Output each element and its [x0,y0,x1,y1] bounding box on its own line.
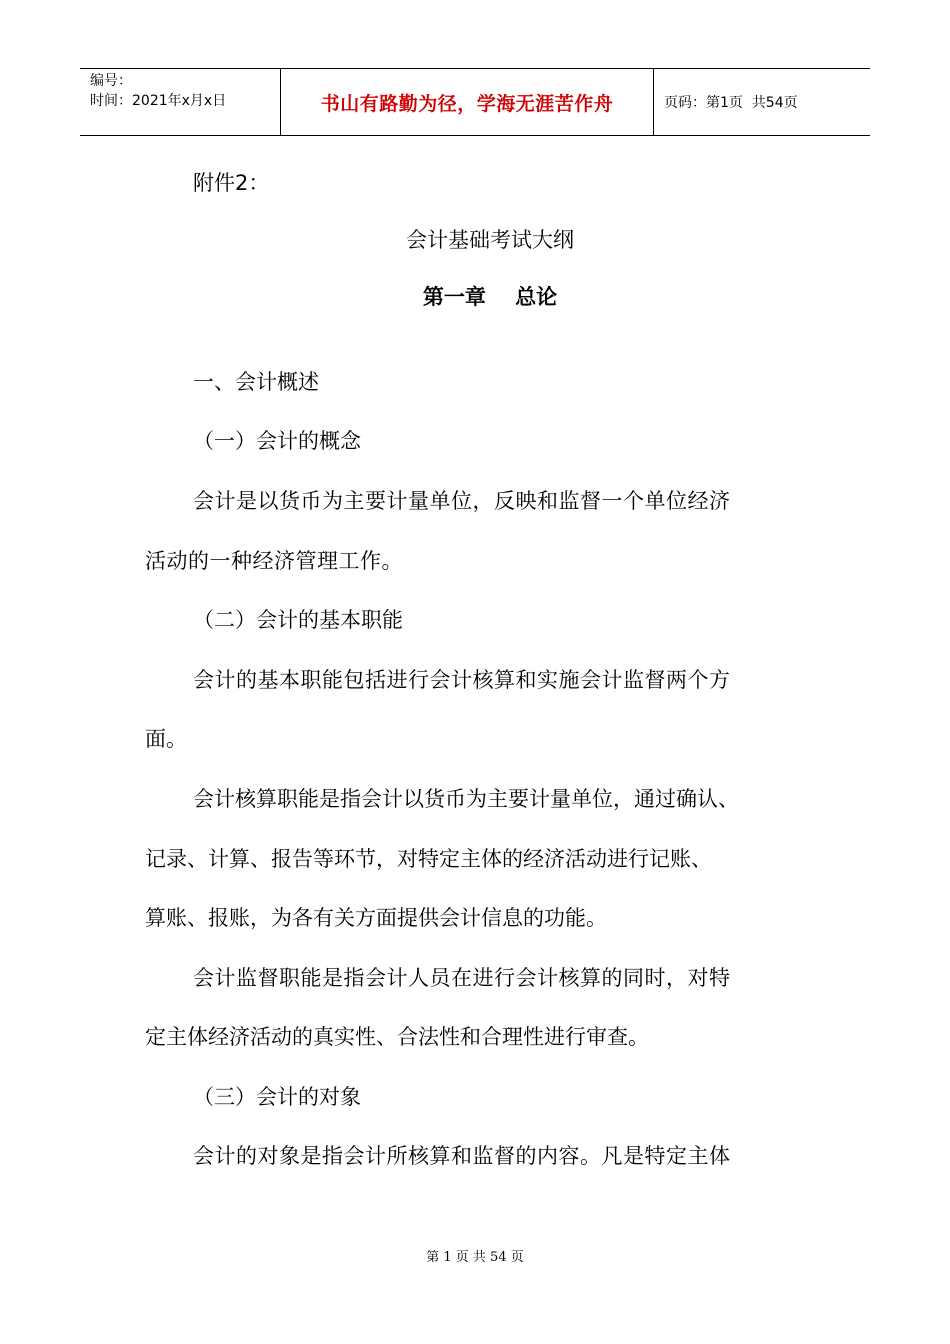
attachment-label: 附件2： [193,171,270,195]
paragraph-4-line-2: 定主体经济活动的真实性、合法性和合理性进行审查。 [145,1025,649,1049]
header-time-label: 时间：2021年x月x日 [90,93,227,109]
paragraph-3-line-1: 会计核算职能是指会计以货币为主要计量单位，通过确认、 [193,787,739,811]
page-footer: 第 1 页 共 54 页 [426,1250,524,1265]
header-number-label: 编号： [90,73,132,89]
paragraph-4-line-1: 会计监督职能是指会计人员在进行会计核算的同时，对特 [193,966,731,990]
document-title: 会计基础考试大纲 [406,228,574,252]
section-heading-1: 一、会计概述 [193,370,319,394]
header-page-cell [654,69,870,135]
header-page-info: 页码：第1页 共54页 [664,95,798,111]
paragraph-1-line-2: 活动的一种经济管理工作。 [145,549,403,573]
document-header [80,68,870,136]
paragraph-1-line-1: 会计是以货币为主要计量单位，反映和监督一个单位经济 [193,489,731,513]
subsection-heading-3: （三）会计的对象 [193,1085,361,1109]
header-motto: 书山有路勤为径，学海无涯苦作舟 [320,92,614,115]
header-meta [80,69,281,135]
subsection-heading-2: （二）会计的基本职能 [193,608,403,632]
paragraph-2-line-2: 面。 [145,727,187,751]
subsection-heading-1: （一）会计的概念 [193,429,361,453]
chapter-heading: 第一章 总论 [422,285,558,309]
paragraph-2-line-1: 会计的基本职能包括进行会计核算和实施会计监督两个方 [193,668,731,692]
header-motto-cell [281,69,654,135]
paragraph-3-line-2: 记录、计算、报告等环节，对特定主体的经济活动进行记账、 [145,847,712,871]
paragraph-3-line-3: 算账、报账，为各有关方面提供会计信息的功能。 [145,906,607,930]
paragraph-5-line-1: 会计的对象是指会计所核算和监督的内容。凡是特定主体 [193,1144,731,1168]
